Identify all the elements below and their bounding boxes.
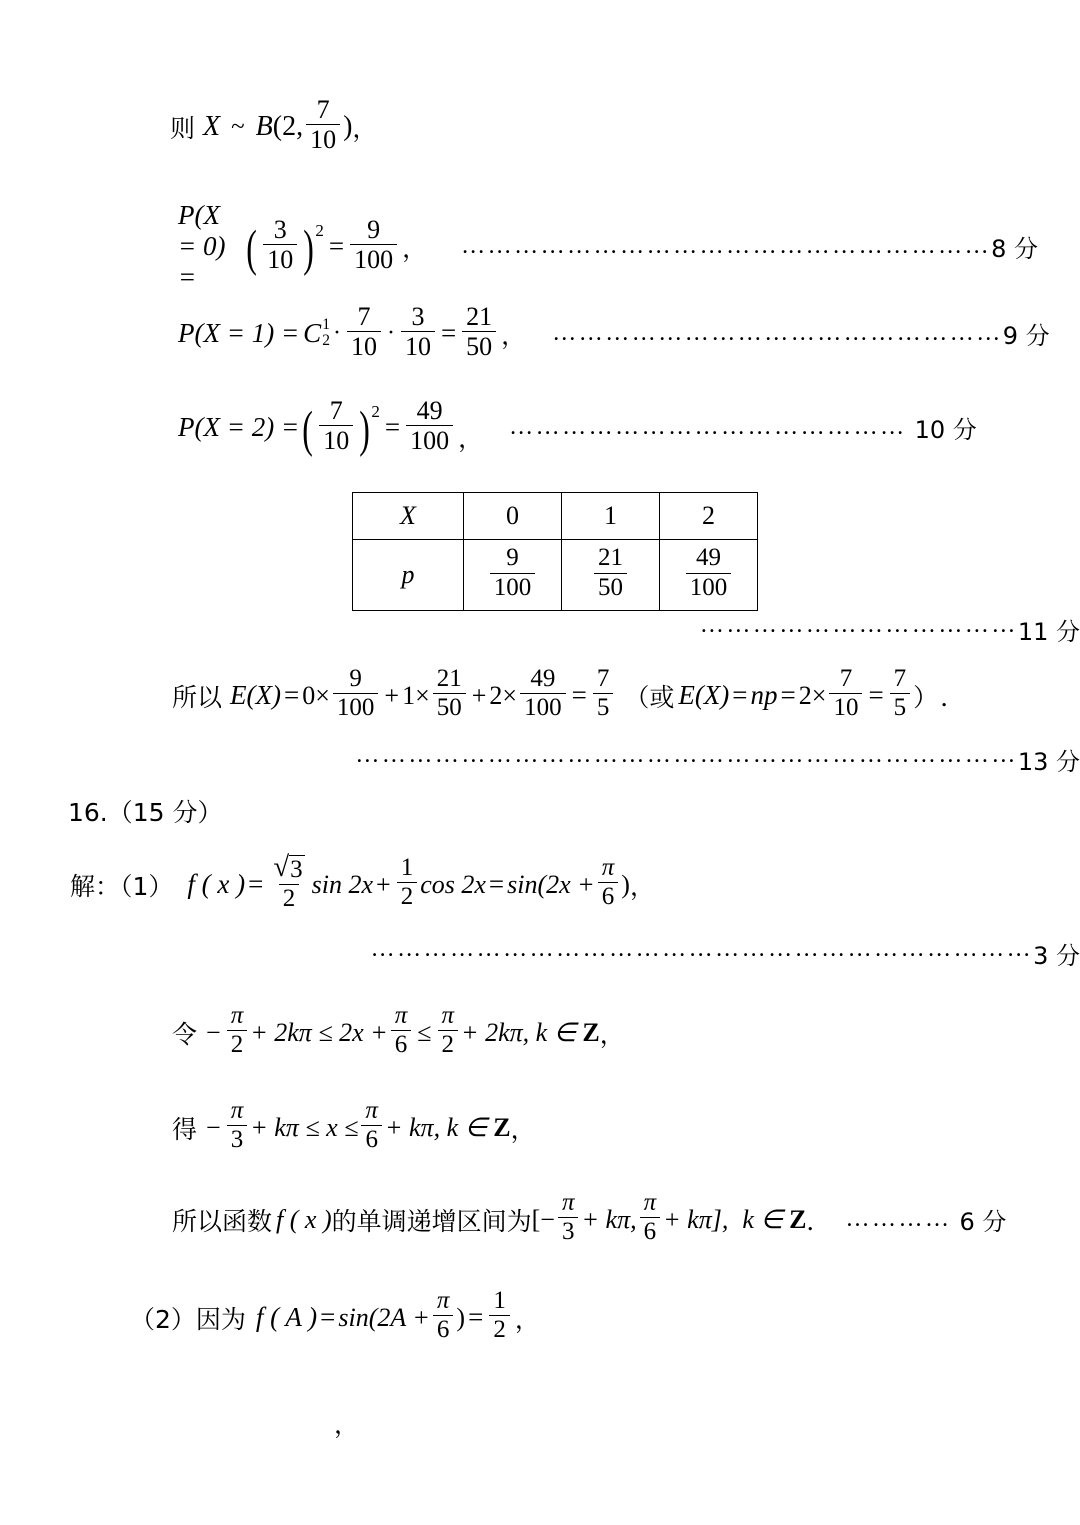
distribution-table [352,492,758,611]
alt-np: np [750,680,778,711]
question-16-heading: 16.（15 分） [68,798,223,827]
fraction-denominator: 6 [391,1030,412,1058]
fraction-pi-2b [438,1003,459,1059]
conclusion-period: ． [806,1206,832,1236]
table-row-p [353,540,758,611]
fraction-49-100 [520,666,566,722]
leader-dots: …………………………………………………… [461,233,992,259]
fraction-numerator: 3 [273,214,287,244]
ineq1-minus: − [206,1017,221,1047]
k-membership: k ∈ [742,1204,784,1234]
fraction-denominator: 10 [347,331,381,360]
score-13: 13 分 [1017,748,1080,776]
px1-lhs: P(X = 1) = [178,318,300,349]
fraction-3-10 [263,216,297,274]
equation-inequality-2 [0,1097,536,1156]
fraction-numerator: 21 [466,302,493,331]
px0-equals: = [328,231,345,261]
solution-lead: 解：（1） [70,871,174,901]
leader-dots: ……………………………… [699,612,1018,638]
fraction-denominator: 10 [829,693,862,721]
fraction-denominator: 3 [227,1125,248,1153]
combination-C: C [303,318,322,349]
fA-rhs: sin(2A + [338,1302,430,1332]
px0-comma: ， [402,233,428,263]
after-table-score-line [0,612,1080,647]
fA-rhs-close: ) [456,1302,466,1332]
expectation-period: ． [940,682,966,712]
right-paren-big: ) [303,220,315,277]
ineq2-comma: ， [510,1114,536,1144]
fraction-pi-6 [640,1190,661,1246]
fraction-pi-6 [361,1098,382,1154]
table-row-x [353,493,758,540]
cell-text: 1 [604,501,617,530]
fraction-denominator: 2 [279,884,300,912]
table-cell-p0 [464,540,562,611]
term2-coefficient: 1× [402,680,430,710]
alt-coefficient: 2× [798,680,827,710]
table-header-p [353,540,464,611]
table-cell-p2 [660,540,758,611]
fraction-21-50 [433,666,466,722]
expectation-eq2: = [571,680,587,711]
fraction-3-10 [401,303,435,361]
fraction-numerator: 21 [436,665,462,692]
fraction-numerator: 1 [493,1287,506,1314]
fraction-numerator: π [365,1097,378,1124]
combination-superscript: 1 [322,315,330,333]
conclusion-lead: 所以函数 [172,1206,273,1236]
ineq2-middle: + kπ ≤ x ≤ [250,1112,359,1142]
line-comma: ， [352,113,378,143]
fraction-denominator: 5 [593,693,614,721]
fraction-denominator: 100 [350,244,397,273]
fraction-49-100 [406,397,453,455]
expectation-EX: E(X) [230,680,281,711]
cell-text: p [401,560,415,589]
fraction-denominator: 6 [640,1217,661,1245]
fraction-denominator: 50 [433,693,466,721]
fraction-sqrt3-2 [269,853,308,913]
fraction-denominator: 10 [319,425,353,454]
left-paren-big: ( [302,401,314,458]
term1-coefficient: 0× [302,680,330,710]
fraction-numerator: 21 [598,544,623,572]
fx-plus: + [376,869,391,899]
integer-set-Z: Z [789,1204,807,1234]
fraction-denominator: 2 [397,882,418,910]
fraction-pi-2 [227,1003,248,1059]
score-9: 9 分 [1002,322,1050,351]
px2-lhs: P(X = 2) = [178,412,300,442]
fx-rhs-close: ) [621,869,630,899]
tilde-operator: ~ [231,112,245,140]
fraction-denominator: 2 [227,1030,248,1058]
fraction-pi-3 [227,1098,248,1154]
fraction-numerator: π [230,1097,244,1124]
fraction-1-2 [489,1288,510,1344]
fraction-7-10 [306,96,340,154]
ineq2-tail: + kπ, k ∈ [384,1112,488,1142]
px2-comma: ， [458,424,484,453]
fraction-denominator: 10 [401,331,435,360]
fraction-denominator: 6 [361,1125,382,1153]
sin-2x: sin 2x [311,869,374,899]
px1-comma: ， [501,320,527,350]
fraction-1-2 [397,855,418,911]
alt-close: ） [913,682,939,712]
fraction-21-50 [594,545,627,601]
trailing-comma: ， [334,1410,360,1439]
leader-dots: ………… [845,1206,952,1233]
expectation-plus2: + [471,680,487,710]
radical-sign: √ [273,851,290,883]
fraction-numerator: 49 [530,665,556,692]
fraction-numerator: 49 [416,395,443,425]
fraction-numerator: π [643,1189,657,1216]
fraction-numerator: 7 [357,302,371,331]
fraction-numerator: 49 [696,544,721,572]
fraction-pi-6 [433,1288,454,1344]
fraction-pi-6 [598,855,619,911]
random-variable-X: X [203,110,221,142]
cell-text: 2 [702,501,715,530]
fA-eq1: = [320,1302,336,1333]
interval-close: + kπ], [663,1204,729,1234]
fraction-denominator: 100 [490,573,536,601]
interval-open: [− [531,1204,555,1234]
equation-px0 [0,200,1038,293]
score-10: 10 分 [914,416,977,444]
fraction-numerator: 3 [411,302,425,331]
right-paren-big: ) [359,401,371,458]
expectation-plus1: + [384,680,400,710]
interval-middle: + kπ, [581,1204,637,1234]
fraction-denominator: 100 [333,693,379,721]
fraction-denominator: 10 [306,124,340,153]
alt-eq3: = [868,680,884,711]
ineq1-le: ≤ [417,1017,432,1047]
ineq2-lead: 得 [172,1114,198,1144]
fraction-numerator: 9 [349,665,362,692]
equation-inequality-1 [0,1002,625,1061]
fraction-numerator: π [601,854,615,881]
equation-px2 [0,395,1058,458]
fx-eq2: = [488,869,505,900]
table-header-X [353,493,464,540]
fx-score-line [0,936,1080,971]
function-fx: f ( x ) [187,869,246,900]
fx-comma: ， [629,871,655,901]
fraction-7-5-alt [890,666,911,722]
table-cell-x0 [464,493,562,540]
fA-eq2: = [468,1302,484,1333]
fraction-9-100 [333,666,379,722]
table-cell-p1 [562,540,660,611]
ineq1-middle: + 2kπ ≤ 2x + [250,1017,388,1047]
leader-dots: ………………………………………………………………… [355,742,1018,768]
table-cell-x2 [660,493,758,540]
ineq2-minus: − [206,1112,221,1142]
line-distribution [0,95,378,156]
fraction-numerator: 9 [506,544,519,572]
equation-fx-definition [0,851,655,915]
equation-part2-fA [0,1287,540,1346]
fraction-denominator: 100 [686,573,732,601]
fraction-numerator: 7 [596,665,610,692]
fraction-49-100 [686,545,732,601]
alt-eq2: = [780,680,796,711]
leader-dots: ………………………………………………………………… [370,936,1034,962]
combination-indices [322,317,330,349]
cos-2x: cos 2x [420,869,486,899]
equation-monotonic-interval [0,1189,1007,1248]
binomial-args-close: ) [343,110,353,142]
fraction-denominator: 100 [406,425,453,454]
sqrt-3 [273,853,304,883]
expectation-lead: 所以 [172,682,223,712]
fraction-numerator: π [230,1002,244,1029]
table-cell-x1 [562,493,660,540]
fraction-7-5 [593,666,614,722]
binomial-args-open: (2, [272,110,304,142]
fraction-denominator: 50 [594,573,627,601]
score-11: 11 分 [1017,618,1080,646]
fraction-denominator: 3 [558,1217,579,1245]
fraction-numerator: π [441,1002,455,1029]
fraction-denominator: 100 [520,693,566,721]
fraction-9-100 [490,545,536,601]
fraction-pi-3 [558,1190,579,1246]
fraction-21-50 [462,303,496,361]
fraction-numerator: π [436,1287,450,1314]
fraction-denominator: 6 [598,882,619,910]
fraction-denominator: 5 [890,693,911,721]
left-paren-big: ( [246,220,258,277]
conclusion-middle: 的单调递增区间为 [331,1206,532,1236]
alt-eq1: = [732,680,748,711]
leader-dots: …………………………………………… [552,320,1003,347]
fraction-numerator: 9 [367,214,381,244]
fraction-7-10 [829,666,862,722]
fraction-numerator: π [394,1002,408,1029]
px1-dot2: · [386,320,395,347]
alt-EX: E(X) [678,680,730,711]
radicand: 3 [290,856,303,883]
px0-lhs: P(X = 0) = [178,200,226,292]
fraction-numerator: π [561,1189,575,1216]
equation-expectation [0,665,966,724]
fraction-7-10 [347,303,381,361]
fraction-denominator: 2 [489,1315,510,1343]
fraction-pi-6 [391,1003,412,1059]
score-3: 3 分 [1033,942,1080,970]
px0-exponent: 2 [315,220,324,240]
px1-equals: = [440,318,457,349]
fx-rhs: sin(2x + [507,869,595,899]
fraction-denominator: 50 [462,331,496,360]
fraction-numerator: 1 [400,854,414,881]
ineq1-tail: + 2kπ, k ∈ [461,1017,577,1047]
fraction-numerator: 7 [839,665,853,692]
score-8: 8 分 [991,235,1038,263]
fraction-numerator [269,853,308,884]
function-fA: f ( A ) [255,1302,318,1333]
fraction-9-100 [350,216,397,274]
fA-comma: ， [514,1304,540,1334]
combination-subscript: 2 [322,332,330,350]
expectation-score-line [0,742,1080,777]
leader-dots: ……………………………………… [509,414,907,440]
fraction-denominator: 6 [433,1315,454,1343]
cell-text: 0 [506,501,519,530]
fraction-7-10 [319,397,353,455]
fraction-denominator: 10 [263,244,297,273]
function-fx: f ( x ) [276,1204,332,1234]
fraction-numerator: 7 [316,95,330,124]
term3-coefficient: 2× [489,680,518,710]
score-6: 6 分 [959,1208,1007,1237]
fx-eq1: = [248,869,264,900]
integer-set-Z: Z [582,1017,600,1047]
ineq1-lead: 令 [172,1019,198,1049]
px2-exponent: 2 [371,401,380,421]
equation-px1 [0,302,1058,363]
cell-text: X [400,501,416,530]
expectation-eq1: = [283,680,300,711]
binomial-B: B [255,110,273,142]
line-prefix: 则 [170,113,196,143]
alt-open: （或 [624,682,675,712]
fraction-numerator: 7 [329,395,343,425]
fraction-denominator: 2 [438,1030,459,1058]
px2-equals: = [384,412,401,442]
px1-dot1: · [332,320,341,347]
fraction-numerator: 7 [893,665,907,692]
ineq1-comma: ， [599,1019,625,1049]
part2-lead: （2）因为 [130,1304,246,1334]
integer-set-Z: Z [493,1112,511,1142]
